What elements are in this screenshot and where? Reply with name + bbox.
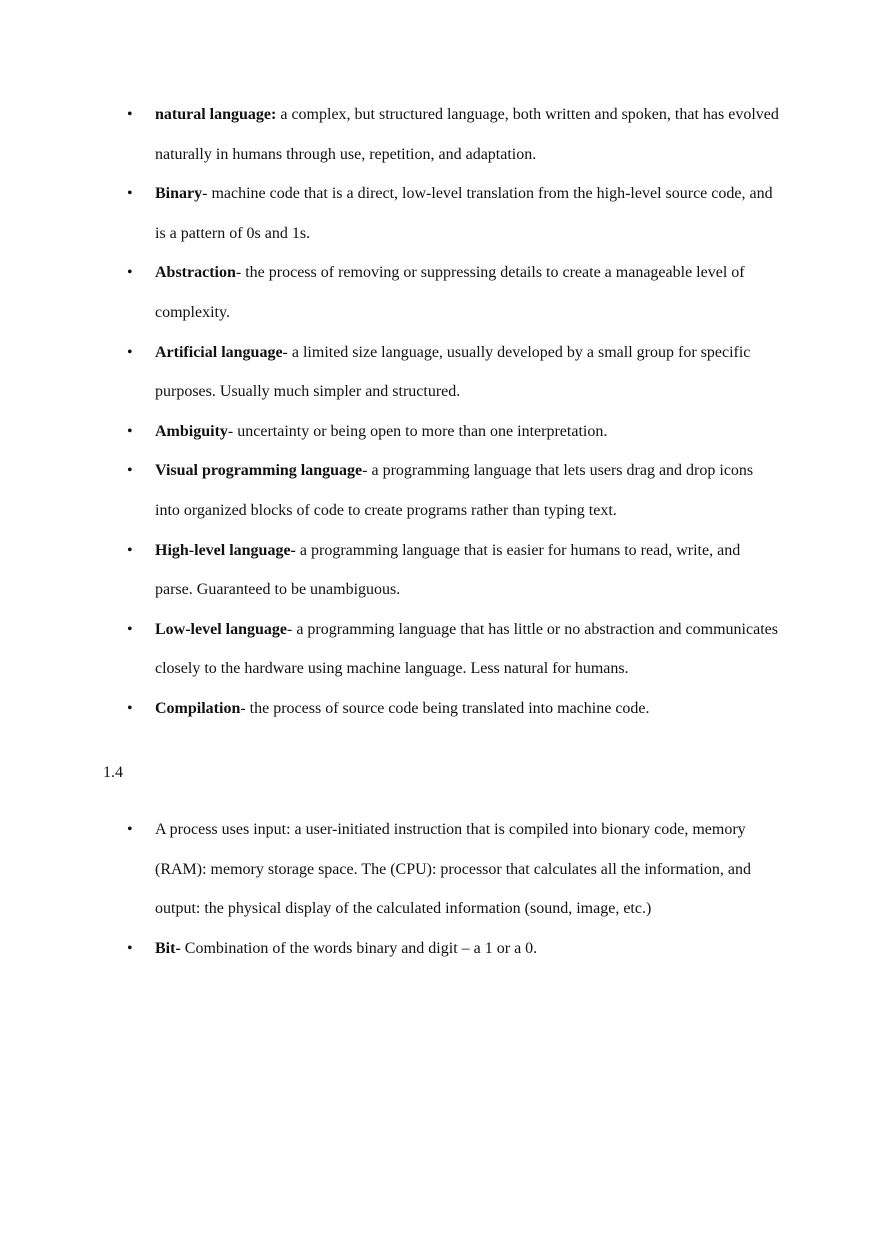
bullet-icon: • [127, 106, 133, 123]
glossary-item [0, 412, 880, 452]
glossary-definition: - a limited size language, usually developed by a small group for specific purposes. Usually much simpler and structured. [155, 343, 751, 401]
glossary-item [0, 174, 880, 253]
glossary-term: Visual programming language [155, 462, 363, 480]
bullet-icon: • [127, 185, 133, 203]
section-definition: Combination of the words binary and digit – a 1 or a 0. [180, 939, 538, 957]
glossary-item [0, 451, 880, 530]
glossary-item [0, 610, 880, 689]
glossary-item [0, 531, 880, 610]
bullet-icon: • [127, 462, 133, 480]
glossary-item [0, 253, 880, 332]
glossary-term: natural language: [155, 106, 277, 123]
bullet-icon: • [127, 264, 133, 282]
section-list [0, 810, 880, 968]
glossary-definition: - uncertainty or being open to more than one interpretation. [227, 422, 608, 440]
bullet-icon: • [127, 620, 133, 638]
glossary-definition: - machine code that is a direct, low-level translation from the high-level source code, and is a pattern of 0s and 1s. [155, 185, 773, 242]
glossary-list [0, 95, 880, 729]
glossary-definition: - the process of source code being translated into machine code. [240, 699, 650, 717]
glossary-item [0, 95, 880, 174]
section-number: 1.4 [103, 764, 123, 781]
glossary-definition: - a programming language that has little or no abstraction and communicates closely to the hardware using machine language. Less natural for humans. [155, 620, 778, 678]
section-item [0, 810, 880, 929]
glossary-term: Abstraction [155, 264, 236, 282]
bullet-icon: • [127, 343, 133, 361]
section-term: Bit- [155, 939, 181, 957]
section-definition: A process uses input: a user-initiated instruction that is compiled into bionary code, memory (RAM): memory storage space. The (CPU): processor that calculates all the information, and output: the physical display of the calculated information (sound, image, etc.) [155, 821, 751, 918]
glossary-definition: - the process of removing or suppressing details to create a manageable level of complexity. [155, 264, 745, 321]
glossary-term: Low-level language [155, 620, 287, 638]
glossary-term: Compilation [155, 699, 241, 717]
glossary-term: Ambiguity [155, 422, 228, 440]
glossary-definition: a complex, but structured language, both written and spoken, that has evolved naturally in humans through use, repetition, and adaptation. [155, 106, 779, 163]
section-item [0, 929, 880, 969]
bullet-icon: • [127, 939, 133, 957]
glossary-term: High-level language- [155, 541, 296, 559]
glossary-term: Binary [155, 185, 203, 203]
bullet-icon: • [127, 541, 133, 559]
glossary-item [0, 333, 880, 412]
bullet-icon: • [127, 699, 133, 717]
glossary-definition: a programming language that is easier for humans to read, write, and parse. Guaranteed to be unambiguous. [155, 541, 741, 599]
glossary-definition: - a programming language that lets users drag and drop icons into organized blocks of code to create programs rather than typing text. [155, 462, 754, 519]
bullet-icon: • [127, 422, 133, 440]
glossary-term: Artificial language [155, 343, 283, 361]
bullet-icon: • [127, 821, 133, 838]
glossary-item [0, 689, 880, 729]
